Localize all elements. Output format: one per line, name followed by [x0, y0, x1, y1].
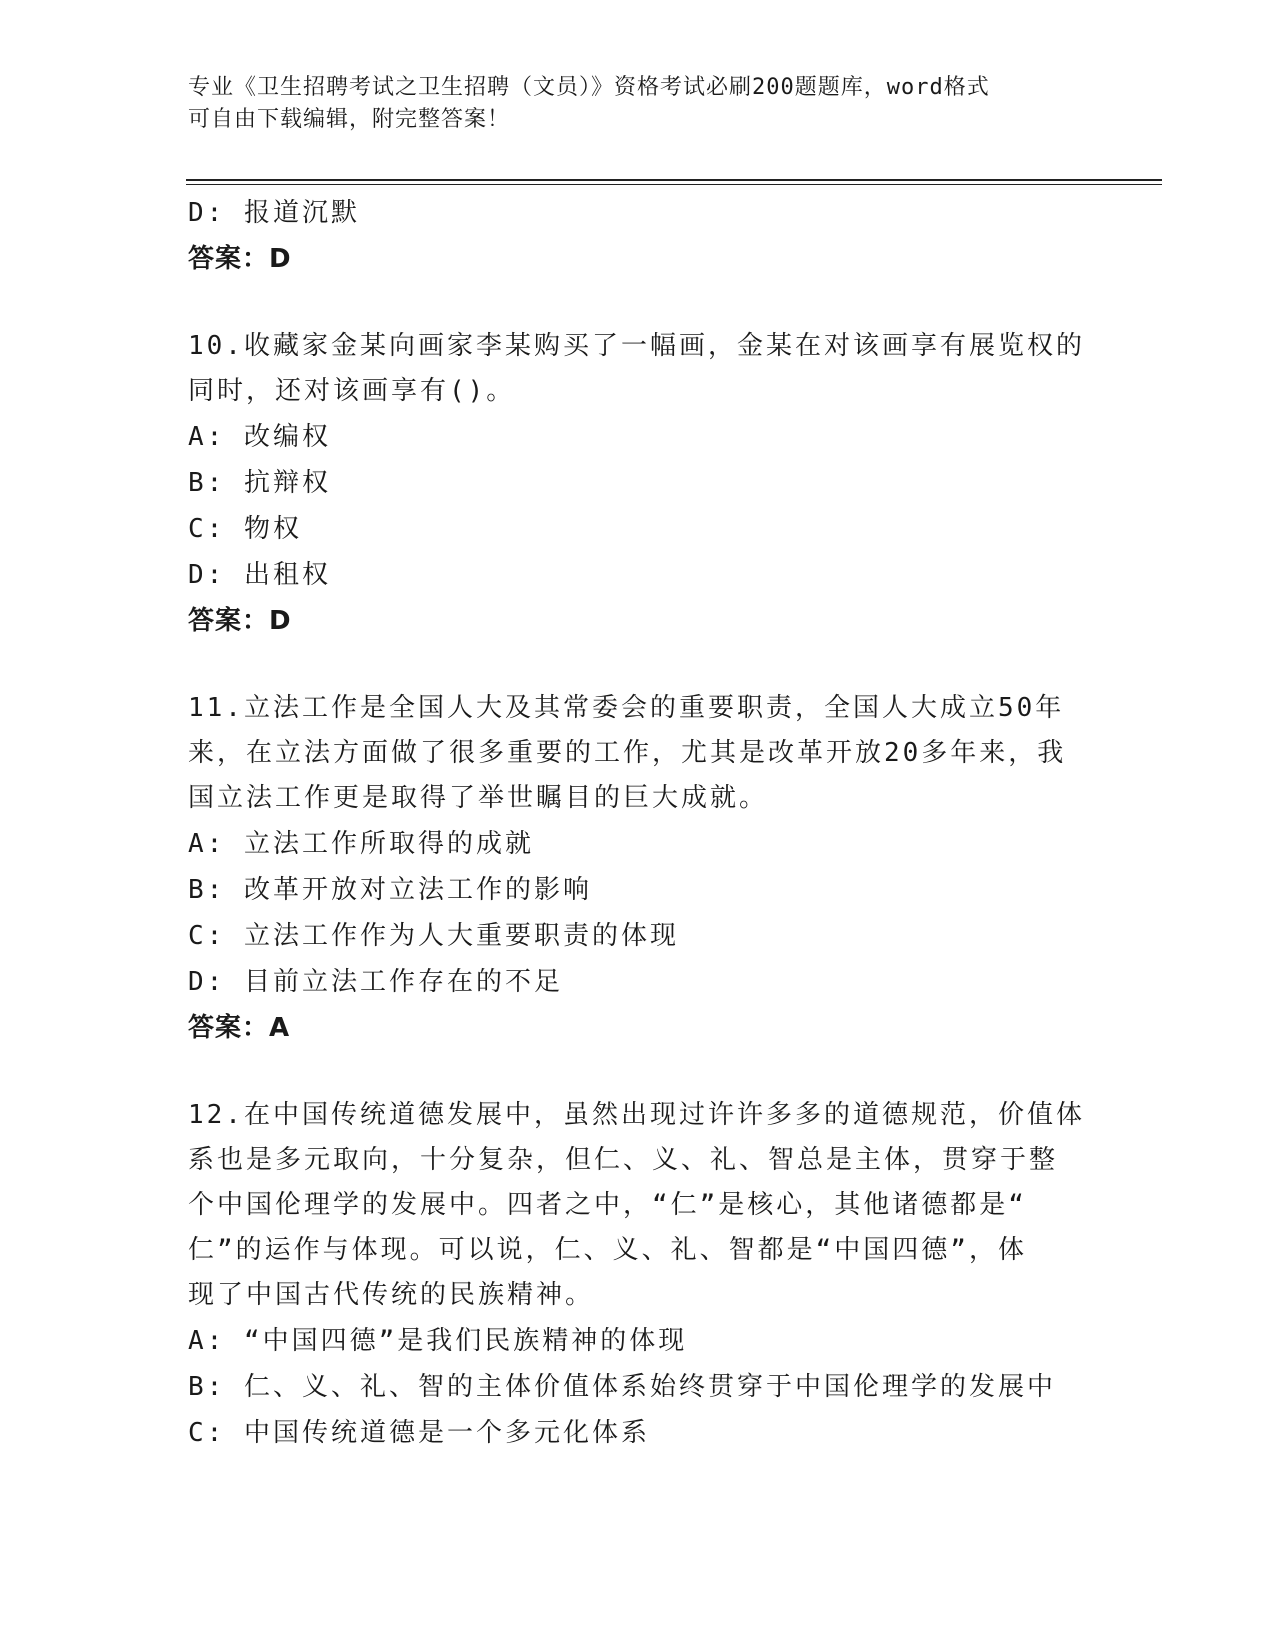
- header-title-line-2: 可自由下载编辑，附完整答案！: [188, 107, 511, 132]
- question-stem-line: 来，在立法方面做了很多重要的工作，尤其是改革开放20多年来，我: [188, 738, 1067, 768]
- question-stem-line: 12.在中国传统道德发展中，虽然出现过许许多多的道德规范，价值体: [188, 1100, 1085, 1130]
- option-b: B: 抗辩权: [188, 468, 331, 498]
- header-title-line-1: 专业《卫生招聘考试之卫生招聘（文员）》资格考试必刷200题题库，word格式: [188, 75, 990, 100]
- header-divider-thin: [186, 184, 1162, 185]
- page-header: [188, 72, 1068, 136]
- option-c: C: 物权: [188, 514, 302, 544]
- document-body: [188, 190, 1088, 1456]
- question-12: [188, 1093, 1088, 1456]
- question-stem-line: 系也是多元取向，十分复杂，但仁、义、礼、智总是主体，贯穿于整: [188, 1145, 1059, 1175]
- answer-line: 答案：D: [188, 606, 292, 636]
- option-a: A: 改编权: [188, 422, 331, 452]
- question-stem-line: 现了中国古代传统的民族精神。: [188, 1280, 595, 1310]
- answer-line: 答案：D: [188, 244, 292, 274]
- option-d: D: 报道沉默: [188, 198, 360, 228]
- option-c: C: 立法工作作为人大重要职责的体现: [188, 921, 679, 951]
- option-a: A: 立法工作所取得的成就: [188, 829, 534, 859]
- option-b: B: 改革开放对立法工作的影响: [188, 875, 592, 905]
- previous-question-tail: [188, 190, 1088, 282]
- question-stem-line: 同时，还对该画享有()。: [188, 376, 516, 406]
- question-stem-line: 国立法工作更是取得了举世瞩目的巨大成就。: [188, 783, 769, 813]
- option-b: B: 仁、义、礼、智的主体价值体系始终贯穿于中国伦理学的发展中: [188, 1372, 1056, 1402]
- option-d: D: 目前立法工作存在的不足: [188, 967, 563, 997]
- question-10: [188, 324, 1088, 644]
- question-stem-line: 11.立法工作是全国人大及其常委会的重要职责，全国人大成立50年: [188, 693, 1065, 723]
- question-stem-line: 仁”的运作与体现。可以说，仁、义、礼、智都是“中国四德”，体: [188, 1235, 1027, 1265]
- answer-line: 答案：A: [188, 1013, 291, 1043]
- option-a: A: “中国四德”是我们民族精神的体现: [188, 1326, 688, 1356]
- option-d: D: 出租权: [188, 560, 331, 590]
- question-stem-line: 10.收藏家金某向画家李某购买了一幅画，金某在对该画享有展览权的: [188, 331, 1085, 361]
- question-11: [188, 686, 1088, 1051]
- question-stem-line: 个中国伦理学的发展中。四者之中，“仁”是核心，其他诸德都是“: [188, 1190, 1027, 1220]
- header-divider-thick: [186, 179, 1162, 181]
- option-c: C: 中国传统道德是一个多元化体系: [188, 1418, 650, 1448]
